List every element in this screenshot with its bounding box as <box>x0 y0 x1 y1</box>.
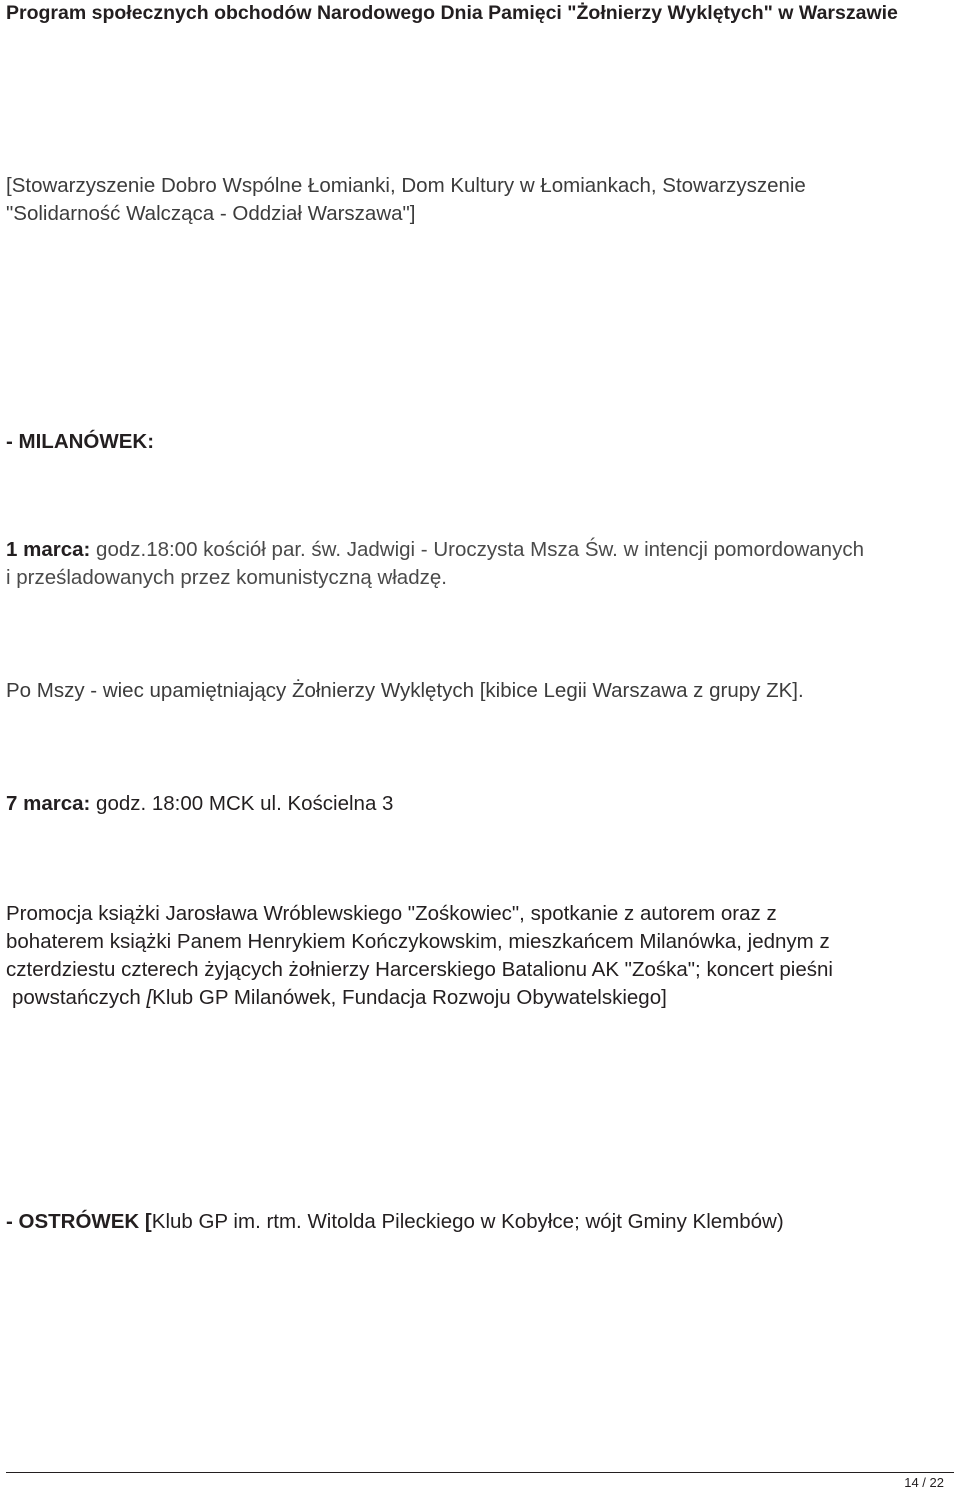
organizers-line-2: "Solidarność Walcząca - Oddział Warszawa"] <box>6 202 416 225</box>
organizers-line-1: [Stowarzyszenie Dobro Wspólne Łomianki, Dom Kultury w Łomiankach, Stowarzyszenie <box>6 174 806 197</box>
event-2-description <box>6 900 954 1012</box>
event-2-line <box>6 790 954 818</box>
ostrowek-heading: - OSTRÓWEK [ <box>6 1210 152 1233</box>
ostrowek-line <box>6 1208 954 1236</box>
event-1-text: godz.18:00 kościół par. św. Jadwigi - Uroczysta Msza Św. w intencji pomordowanych <box>90 538 864 561</box>
event-2-desc-line-4 <box>6 984 954 1012</box>
event-1-line-1 <box>6 536 954 564</box>
event-1-line-2: i prześladowanych przez komunistyczną władzę. <box>6 566 447 589</box>
event-1-paragraph <box>6 536 954 592</box>
event-1-after-mass: Po Mszy - wiec upamiętniający Żołnierzy Wyklętych [kibice Legii Warszawa z grupy ZK]. <box>6 679 804 702</box>
event-2-desc-organizers: Klub GP Milanówek, Fundacja Rozwoju Obywatelskiego] <box>152 986 667 1009</box>
organizers-paragraph <box>6 172 954 228</box>
milanowek-heading: - MILANÓWEK: <box>6 430 155 453</box>
event-2-desc-line-2: bohaterem książki Panem Henrykiem Kończykowskim, mieszkańcem Milanówka, jednym z <box>6 930 830 953</box>
event-2-desc-bracket: [ <box>146 986 153 1009</box>
event-2-text: godz. 18:00 MCK ul. Kościelna 3 <box>90 792 394 815</box>
event-2-date: 7 marca: <box>6 792 91 815</box>
event-2-desc-line-3: czterdziestu czterech żyjących żołnierzy Harcerskiego Batalionu AK "Zośka"; koncert pieśni <box>6 958 833 981</box>
event-2-desc-line-1: Promocja książki Jarosława Wróblewskiego "Zośkowiec", spotkanie z autorem oraz z <box>6 902 777 925</box>
document-header-title: Program społecznych obchodów Narodowego Dnia Pamięci "Żołnierzy Wyklętych" w Warszawie <box>6 2 898 24</box>
footer-divider <box>6 1472 954 1473</box>
ostrowek-text: Klub GP im. rtm. Witolda Pileckiego w Kobyłce; wójt Gminy Klembów) <box>151 1210 784 1233</box>
page-number: 14 / 22 <box>904 1475 944 1490</box>
event-1-date: 1 marca: <box>6 538 91 561</box>
event-2-desc-line-4-start: powstańczych <box>12 986 147 1009</box>
